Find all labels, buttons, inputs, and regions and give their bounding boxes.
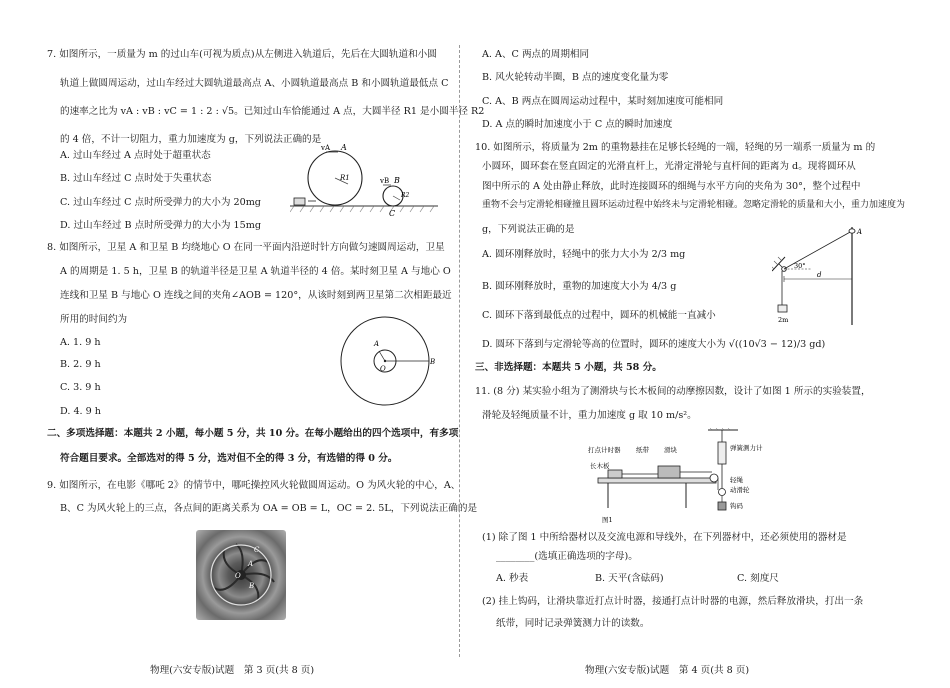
label-B: B — [430, 358, 436, 366]
label-A: A — [248, 560, 254, 568]
q9-line1: 9. 如图所示，在电影《哪吒 2》的情节中，哪吒操控风火轮做圆周运动。O 为风火轮的中心，A、 — [47, 480, 461, 491]
right-footer: 物理(六安专版)试题 第 4 页(共 8 页) — [585, 665, 750, 676]
q11-option-c: C. 刻度尺 — [737, 573, 779, 584]
label-30deg: 30° — [794, 262, 806, 270]
label-B: B — [394, 176, 400, 185]
q8-line2: A 的周期是 1. 5 h，卫星 B 的轨道半径是卫星 A 轨道半径的 4 倍。某时刻卫星 A 与地心 O — [60, 266, 451, 277]
q7-line2: 轨道上做圆周运动，过山车经过大圆轨道最高点 A、小圆轨道最高点 B 和小圆轨道最低点 C — [60, 78, 449, 89]
label-A: A — [857, 228, 863, 236]
q8-line3: 连线和卫星 B 与地心 O 连线之间的夹角∠AOB = 120°，从该时刻到两卫星第二次相距最近 — [60, 290, 452, 301]
q11-part1-line2: ________(选填正确选项的字母)。 — [496, 551, 638, 562]
q11-line2: 滑轮及轻绳质量不计，重力加速度 g 取 10 m/s²。 — [482, 410, 697, 421]
section3-title: 三、非选择题：本题共 5 小题，共 58 分。 — [475, 362, 662, 373]
q10-line5: g，下列说法正确的是 — [482, 224, 575, 235]
q9-option-d: D. A 点的瞬时加速度小于 C 点的瞬时加速度 — [482, 119, 673, 130]
q8-line4: 所用的时间约为 — [60, 314, 128, 325]
q7-option-c: C. 过山车经过 C 点时所受弹力的大小为 20mg — [60, 197, 261, 208]
q11-part2-line2: 纸带，同时记录弹簧测力计的读数。 — [496, 618, 650, 629]
q9-option-b: B. 风火轮转动半圈，B 点的速度变化量为零 — [482, 72, 669, 83]
label-block: 滑块 — [664, 446, 677, 454]
label-vB: vB — [380, 177, 390, 185]
q10-option-b: B. 圆环刚释放时，重物的加速度大小为 4/3 g — [482, 281, 677, 292]
q10-line4: 重物不会与定滑轮相碰撞且圆环运动过程中始终未与定滑轮相碰。忽略定滑轮的质量和大小，重力加速度为 — [482, 200, 906, 210]
q7-line1: 7. 如图所示，一质量为 m 的过山车(可视为质点)从左侧进入轨道后，先后在大圆轨道和小圆 — [47, 49, 437, 60]
q9-option-a: A. A、C 两点的周期相同 — [482, 49, 590, 60]
label-hook-weight: 钩码 — [730, 502, 743, 510]
q9-line2: B、C 为风火轮上的三点，各点间的距离关系为 OA = OB = L，OC = 2. 5L，下列说法正确的是 — [60, 503, 478, 514]
label-d: d — [817, 271, 822, 279]
label-B: B — [249, 582, 255, 590]
label-R2: R2 — [401, 192, 410, 199]
label-tape: 纸带 — [636, 446, 649, 454]
q8-option-b: B. 2. 9 h — [60, 359, 101, 370]
q11-part1-line1: (1) 除了图 1 中所给器材以及交流电源和导线外，在下列器材中，还必须使用的器材是 — [482, 532, 847, 543]
satellite-orbit-figure — [340, 315, 440, 407]
label-2m: 2m — [778, 316, 789, 324]
label-board: 长木板 — [590, 462, 610, 470]
right-page — [475, 0, 950, 688]
q10-option-d: D. 圆环下落到与定滑轮等高的位置时，圆环的速度大小为 √((10√3 − 12)/3 gd) — [482, 339, 826, 350]
label-R1: R1 — [340, 174, 350, 182]
label-vA: vA — [321, 144, 331, 152]
label-moving-pulley: 动滑轮 — [730, 486, 750, 494]
label-C: C — [254, 546, 260, 554]
fire-wheel-overlay — [196, 530, 286, 620]
q10-option-c: C. 圆环下落到最低点的过程中，圆环的机械能一直减小 — [482, 310, 716, 321]
label-A: A — [374, 340, 380, 348]
q8-option-d: D. 4. 9 h — [60, 406, 101, 417]
q11-option-a: A. 秒表 — [496, 573, 529, 584]
label-timer: 打点计时器 — [588, 446, 621, 454]
q10-line3: 图中所示的 A 处由静止释放，此时连接圆环的细绳与水平方向的夹角为 30°，整个过程中 — [482, 181, 861, 192]
page-divider — [459, 45, 460, 657]
section2-line2: 符合题目要求。全部选对的得 5 分，选对但不全的得 3 分，有选错的得 0 分。 — [60, 453, 398, 464]
q7-line3: 的速率之比为 vA : vB : vC = 1 : 2 : √5。已知过山车恰能通过 A 点，大圆半径 R1 是小圆半径 R2 — [60, 106, 485, 117]
q7-option-b: B. 过山车经过 C 点时处于失重状态 — [60, 173, 212, 184]
figure-caption: 图1 — [602, 516, 613, 524]
q9-option-c: C. A、B 两点在圆周运动过程中，某时刻加速度可能相同 — [482, 96, 724, 107]
q7-line4: 的 4 倍，不计一切阻力，重力加速度为 g，下列说法正确的是 — [60, 134, 322, 145]
q8-option-c: C. 3. 9 h — [60, 382, 101, 393]
q8-line1: 8. 如图所示，卫星 A 和卫星 B 均绕地心 O 在同一平面内沿逆时针方向做匀速圆周运动，卫星 — [47, 242, 445, 253]
label-A: A — [341, 143, 347, 152]
section2-line1: 二、多项选择题：本题共 2 小题，每小题 5 分，共 10 分。在每小题给出的四个选项中，有多项 — [47, 428, 459, 439]
q7-option-d: D. 过山车经过 B 点时所受弹力的大小为 15mg — [60, 220, 261, 231]
q11-option-b: B. 天平(含砝码) — [595, 573, 664, 584]
label-spring-scale: 弹簧测力计 — [730, 444, 763, 452]
q10-line1: 10. 如图所示，将质量为 2m 的重物悬挂在足够长轻绳的一端，轻绳的另一端系一质量为 m 的 — [475, 142, 876, 153]
label-O: O — [380, 365, 386, 373]
q7-option-a: A. 过山车经过 A 点时处于超重状态 — [60, 150, 211, 161]
q10-line2: 小圆环，圆环套在竖直固定的光滑直杆上，光滑定滑轮与直杆间的距离为 d。现将圆环从 — [482, 161, 856, 172]
friction-apparatus-figure — [588, 428, 778, 526]
left-footer: 物理(六安专版)试题 第 3 页(共 8 页) — [150, 665, 315, 676]
q11-line1: 11. (8 分) 某实验小组为了测滑块与长木板间的动摩擦因数，设计了如图 1 所示的实验装置， — [475, 386, 871, 397]
pulley-ring-figure — [772, 225, 897, 327]
label-C: C — [389, 209, 396, 218]
q10-option-a: A. 圆环刚释放时，轻绳中的张力大小为 2/3 mg — [482, 249, 686, 260]
roller-coaster-figure — [290, 140, 440, 218]
label-rope: 轻绳 — [730, 476, 743, 484]
label-O: O — [235, 572, 241, 580]
q8-option-a: A. 1. 9 h — [60, 337, 101, 348]
q11-part2-line1: (2) 挂上钩码，让滑块靠近打点计时器，接通打点计时器的电源，然后释放滑块，打出一条 — [482, 596, 864, 607]
